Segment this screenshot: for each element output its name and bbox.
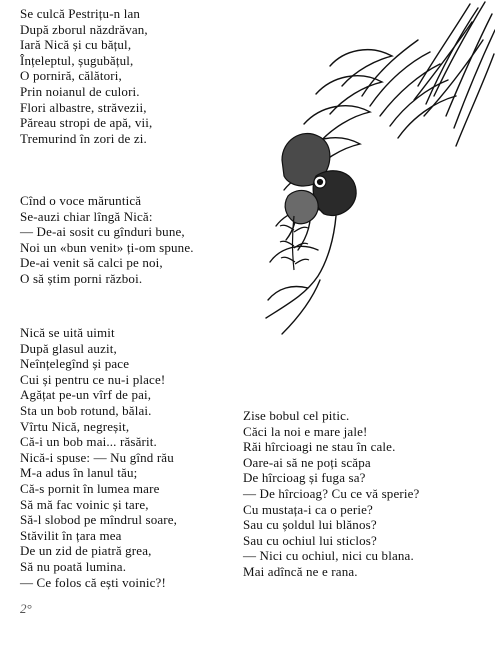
verse-line: — De hîrcioag? Cu ce vă sperie?	[243, 485, 420, 501]
verse-line: Agățat pe-un vîrf de pai,	[20, 387, 152, 403]
verse-line: Sau cu ochiul lui sticlos?	[243, 532, 377, 548]
verse-line: Păreau stropi de apă, vii,	[20, 115, 153, 131]
verse-line: O să știm porni război.	[20, 270, 143, 286]
verse-line: Tremurind în zori de zi.	[20, 130, 147, 146]
verse-line: Cui și pentru ce nu-i place!	[20, 371, 166, 387]
verse-line: — De-ai sosit cu gînduri bune,	[20, 224, 185, 240]
verse-line: Că-s pornit în lumea mare	[20, 480, 160, 496]
verse-line: Nică-i spuse: — Nu gînd rău	[20, 449, 174, 465]
verse-line: Cînd o voce măruntică	[20, 193, 142, 208]
verse-line: După zborul năzdrăvan,	[20, 21, 148, 37]
verse-line: Să mă fac voinic și tare,	[20, 496, 149, 512]
verse-line: Se-auzi chiar lîngă Nică:	[20, 208, 153, 224]
stanza-3	[20, 325, 177, 590]
verse-line: Sta un bob rotund, bălai.	[20, 402, 152, 418]
verse-line: După glasul auzit,	[20, 340, 117, 356]
stanza-2	[20, 193, 194, 287]
verse-line: Cu mustața-i ca o perie?	[243, 501, 373, 517]
verse-line: Răi hîrcioagi ne stau în cale.	[243, 439, 396, 455]
verse-line: Să nu poată lumina.	[20, 558, 127, 574]
flower-wing-illustration-icon	[258, 0, 495, 340]
verse-line: De hîrcioag și fuga sa?	[243, 470, 366, 486]
verse-line: Prin noianul de culori.	[20, 83, 140, 99]
stanza-1	[20, 6, 152, 146]
verse-line: O porniră, călători,	[20, 68, 122, 84]
verse-line: De un zid de piatră grea,	[20, 543, 152, 559]
verse-line: Oare-ai să ne poți scăpa	[243, 454, 371, 470]
verse-line: Zise bobul cel pitic.	[243, 408, 350, 423]
verse-line: M-a adus în lanul tău;	[20, 465, 138, 481]
verse-line: Vîrtu Nică, negreșit,	[20, 418, 130, 434]
verse-line: Neînțelegînd și pace	[20, 356, 130, 372]
verse-line: — Nici cu ochiul, nici cu blana.	[243, 548, 414, 564]
verse-line: Că-i un bob mai... răsărit.	[20, 434, 157, 450]
verse-line: Înțeleptul, șugubățul,	[20, 52, 134, 68]
verse-line: — Ce folos că ești voinic?!	[20, 574, 166, 590]
verse-line: Iară Nică și cu bățul,	[20, 37, 132, 53]
stanza-4	[243, 408, 419, 580]
verse-line: Stăvilit în țara mea	[20, 527, 122, 543]
verse-line: Căci la noi e mare jale!	[243, 423, 368, 439]
verse-line: Să-l slobod pe mîndrul soare,	[20, 512, 178, 528]
verse-line: Mai adîncă ne e rana.	[243, 563, 358, 579]
verse-line: Sau cu șoldul lui blănos?	[243, 517, 377, 533]
verse-line: Flori albastre, străvezii,	[20, 99, 147, 115]
verse-line: De-ai venit să calci pe noi,	[20, 255, 163, 271]
verse-line: Se culcă Pestrițu-n lan	[20, 6, 141, 21]
page-number: 2°	[20, 601, 32, 616]
verse-line: Nică se uită uimit	[20, 325, 115, 340]
verse-line: Noi un «bun venit» ți-om spune.	[20, 239, 194, 255]
